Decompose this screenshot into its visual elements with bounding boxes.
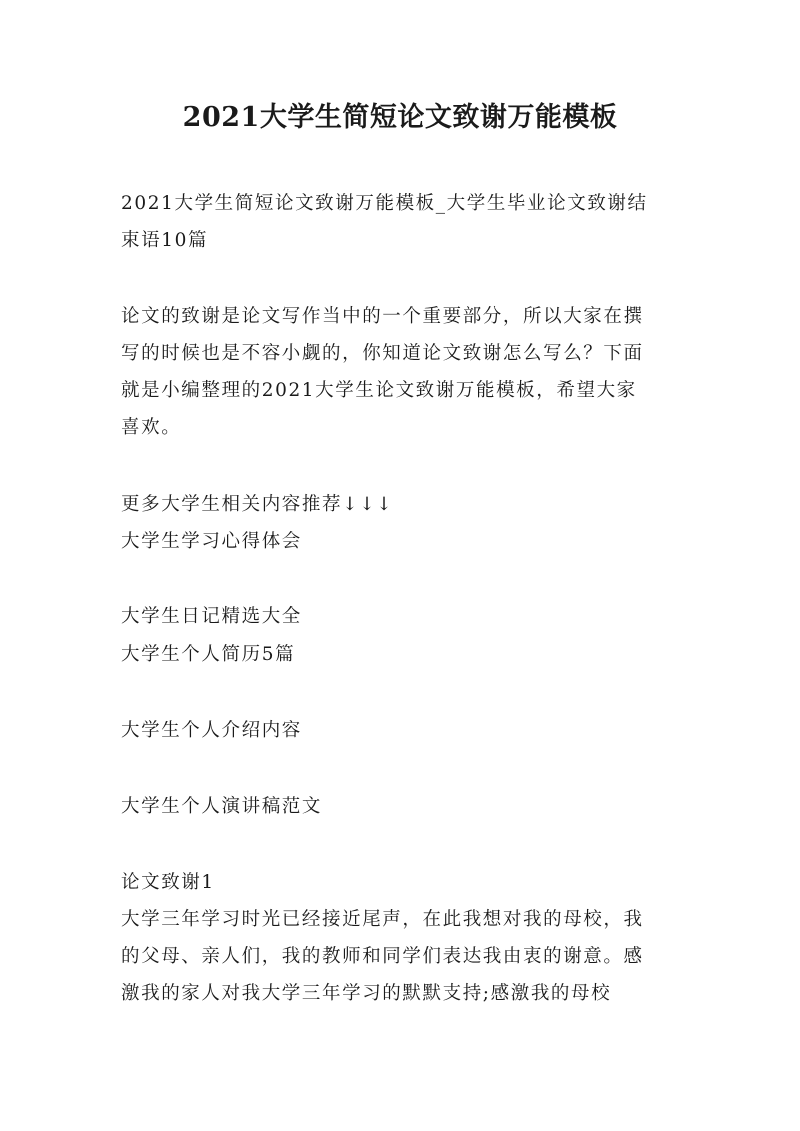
recommend-link-intro[interactable]: 大学生个人介绍内容 [121, 720, 302, 741]
section-line-2: 的父母、亲人们，我的教师和同学们表达我由衷的谢意。感 [121, 946, 644, 967]
intro-line-3: 就是小编整理的2021大学生论文致谢万能模板，希望大家 [121, 380, 637, 401]
recommend-heading: 更多大学生相关内容推荐↓↓↓ [121, 494, 394, 515]
subtitle-line-1: 2021大学生简短论文致谢万能模板_大学生毕业论文致谢结 [121, 193, 648, 214]
section-heading: 论文致谢1 [121, 872, 215, 893]
section-line-3: 激我的家人对我大学三年学习的默默支持;感激我的母校 [121, 983, 612, 1004]
section-line-1: 大学三年学习时光已经接近尾声，在此我想对我的母校，我 [121, 909, 644, 930]
recommend-link-speech[interactable]: 大学生个人演讲稿范文 [121, 796, 323, 817]
subtitle-line-2: 束语10篇 [121, 230, 209, 251]
intro-line-1: 论文的致谢是论文写作当中的一个重要部分，所以大家在撰 [121, 306, 644, 327]
intro-line-2: 写的时候也是不容小觑的，你知道论文致谢怎么写么？下面 [121, 343, 644, 364]
document-title: 2021大学生简短论文致谢万能模板 [182, 102, 618, 133]
recommend-link-study[interactable]: 大学生学习心得体会 [121, 531, 302, 552]
intro-line-4: 喜欢。 [121, 417, 182, 438]
recommend-link-diary[interactable]: 大学生日记精选大全 [121, 606, 302, 627]
recommend-link-resume[interactable]: 大学生个人简历5篇 [121, 644, 296, 665]
